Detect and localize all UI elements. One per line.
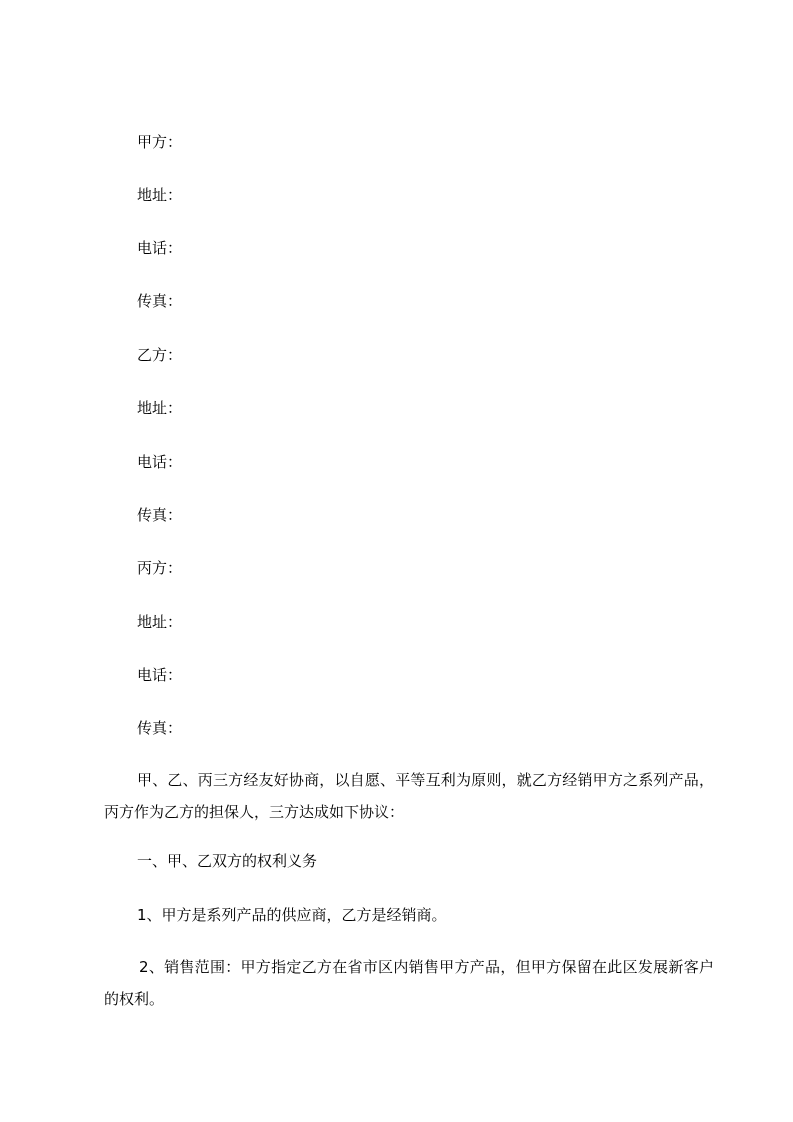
party-c-phone-label: 电话：: [137, 666, 183, 684]
section-heading: 一、甲、乙双方的权利义务: [137, 852, 318, 870]
intro-paragraph: 甲、乙、丙三方经友好协商，以自愿、平等互利为原则，就乙方经销甲方之系列产品，丙方作为乙方的担保人，三方达成如下协议：: [104, 771, 714, 821]
party-c-label: 丙方：: [137, 559, 183, 577]
party-a-address-label: 地址：: [137, 186, 183, 204]
party-a-phone-label: 电话：: [137, 239, 183, 257]
party-b-phone-label: 电话：: [137, 453, 183, 471]
party-c-address-label: 地址：: [137, 613, 183, 631]
party-a-label: 甲方：: [137, 133, 183, 151]
party-b-label: 乙方：: [137, 346, 183, 364]
clause-1: 1、甲方是系列产品的供应商，乙方是经销商。: [137, 906, 447, 924]
party-b-fax-label: 传真：: [137, 506, 183, 524]
party-b-address-label: 地址：: [137, 399, 183, 417]
party-a-fax-label: 传真：: [137, 292, 183, 310]
party-c-fax-label: 传真：: [137, 719, 183, 737]
clause-2: 2、销售范围：甲方指定乙方在省市区内销售甲方产品，但甲方保留在此区发展新客户的权利。: [104, 958, 714, 1008]
